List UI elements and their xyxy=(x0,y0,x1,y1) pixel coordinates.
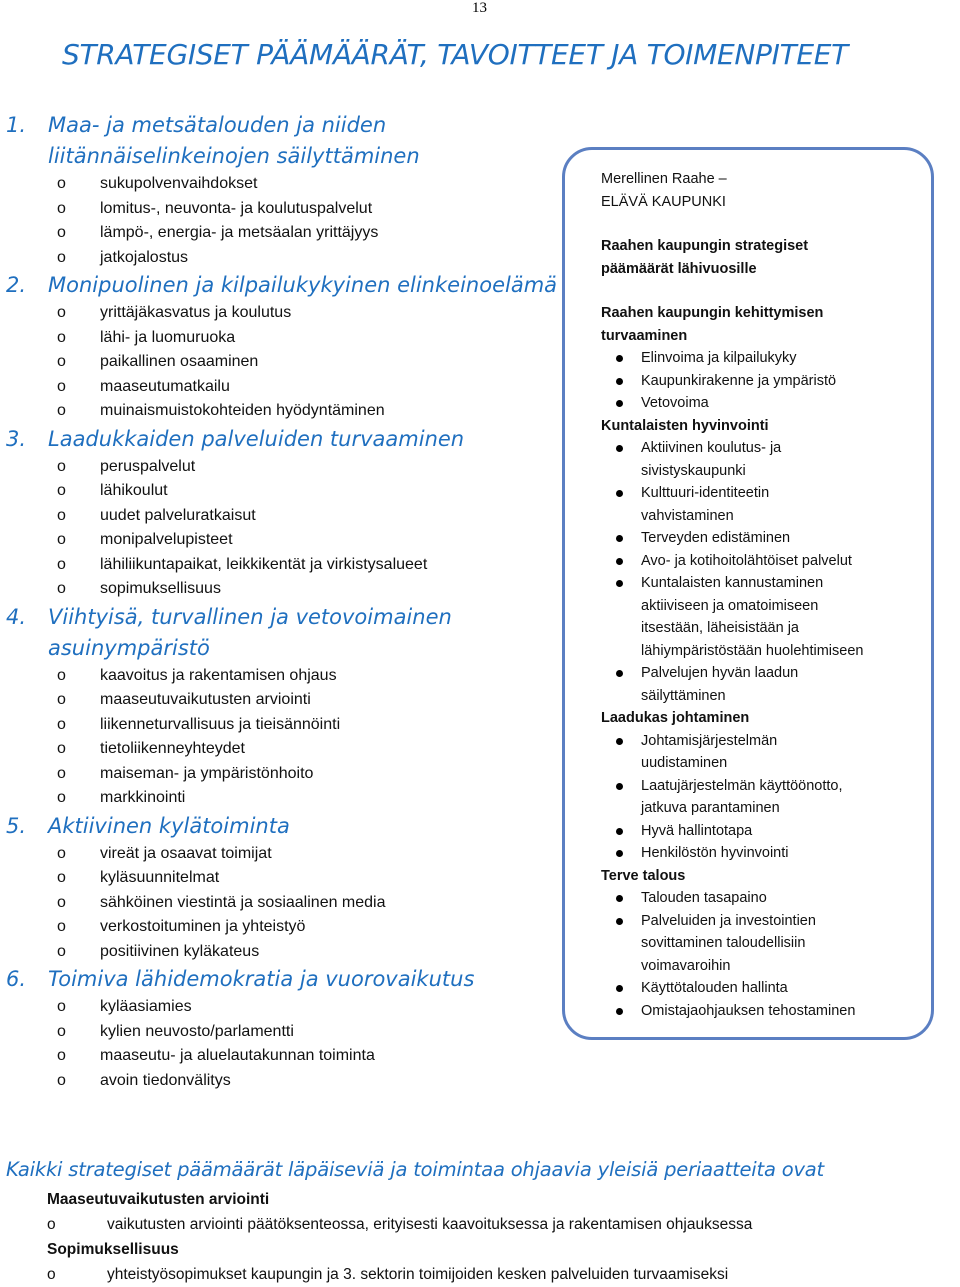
box-list-item-line: Kaupunkirakenne ja ympäristö xyxy=(641,372,837,389)
principle-item-text: yhteistyösopimukset kaupungin ja 3. sektorin toimijoiden kesken palveluiden turvaamiseksi xyxy=(107,1266,729,1283)
goal-heading xyxy=(6,110,561,172)
list-item xyxy=(57,246,561,271)
circle-bullet-icon: o xyxy=(57,666,66,684)
box-group xyxy=(601,302,921,415)
strategy-box-content xyxy=(601,168,921,1022)
box-list-item xyxy=(641,977,921,1000)
list-item-text: kyläasiamies xyxy=(100,998,192,1015)
list-item xyxy=(57,528,561,553)
circle-bullet-icon: o xyxy=(57,328,66,346)
list-item-text: sukupolvenvaihdokset xyxy=(100,175,258,192)
box-list-item xyxy=(641,572,921,662)
circle-bullet-icon: o xyxy=(57,844,66,862)
bullet-dot-icon xyxy=(616,670,623,677)
box-groups xyxy=(601,302,921,1022)
page-title: STRATEGISET PÄÄMÄÄRÄT, TAVOITTEET JA TOIMENPITEET xyxy=(62,38,848,71)
goal-section xyxy=(6,424,561,602)
box-list-item-line: sivistyskaupunki xyxy=(641,462,746,479)
bullet-dot-icon xyxy=(616,490,623,497)
goal-heading-text: Maa- ja metsätalouden ja niiden liitännäiselinkeinojen säilyttäminen xyxy=(48,113,420,168)
goal-section xyxy=(6,602,561,811)
list-item-text: muinaismuistokohteiden hyödyntäminen xyxy=(100,402,385,419)
list-item xyxy=(57,940,561,965)
list-item-text: lämpö-, energia- ja metsäalan yrittäjyys xyxy=(100,224,379,241)
bullet-dot-icon xyxy=(616,918,623,925)
bullet-dot-icon xyxy=(616,895,623,902)
goal-heading-text: Laadukkaiden palveluiden turvaaminen xyxy=(48,426,465,451)
box-group-heading: Laadukas johtaminen xyxy=(601,710,750,726)
goal-item-list xyxy=(6,664,561,811)
list-item xyxy=(57,301,561,326)
circle-bullet-icon: o xyxy=(57,1022,66,1040)
box-list-item-line: Omistajaohjauksen tehostaminen xyxy=(641,1002,856,1019)
bullet-dot-icon xyxy=(616,558,623,565)
list-item-text: monipalvelupisteet xyxy=(100,531,233,548)
list-item xyxy=(57,664,561,689)
bullet-dot-icon xyxy=(616,850,623,857)
circle-bullet-icon: o xyxy=(57,691,66,708)
box-group-heading: Terve talous xyxy=(601,867,686,884)
list-item-text: lähikoulut xyxy=(100,482,168,499)
box-list-item-line: Palveluiden ja investointien xyxy=(641,912,816,929)
box-list-item xyxy=(641,370,921,393)
box-list-item-line: Elinvoima ja kilpailukyky xyxy=(641,350,797,366)
list-item-text: vireät ja osaavat toimijat xyxy=(100,844,272,862)
goal-section xyxy=(6,270,561,424)
list-item xyxy=(57,504,561,529)
list-item xyxy=(57,577,561,602)
list-item-text: avoin tiedonvälitys xyxy=(100,1071,231,1089)
list-item xyxy=(57,688,561,713)
circle-bullet-icon: o xyxy=(57,353,66,370)
box-list-item xyxy=(641,347,921,370)
circle-bullet-icon: o xyxy=(57,482,66,499)
bullet-dot-icon xyxy=(616,580,623,587)
box-list-item-line: Kuntalaisten kannustaminen xyxy=(641,575,824,591)
list-item xyxy=(57,1069,561,1094)
list-item-text: sopimuksellisuus xyxy=(100,580,221,597)
box-title-line: ELÄVÄ KAUPUNKI xyxy=(601,193,726,210)
list-item xyxy=(57,995,561,1020)
box-list-item xyxy=(641,662,921,707)
bullet-dot-icon xyxy=(616,783,623,790)
goal-heading xyxy=(6,964,561,995)
principle-item xyxy=(47,1212,947,1237)
circle-bullet-icon: o xyxy=(57,869,66,886)
circle-bullet-icon: o xyxy=(57,506,66,524)
list-item-text: maaseutuvaikutusten arviointi xyxy=(100,691,311,708)
box-subtitle-line: Raahen kaupungin strategiset xyxy=(601,238,809,254)
circle-bullet-icon: o xyxy=(57,918,66,935)
bullet-dot-icon xyxy=(616,828,623,835)
goal-number: 2. xyxy=(6,273,27,297)
circle-bullet-icon: o xyxy=(57,893,66,911)
box-list-item xyxy=(641,820,921,843)
goal-item-list xyxy=(6,172,561,270)
box-list-item xyxy=(641,842,921,865)
list-item xyxy=(57,221,561,246)
box-group-heading: turvaaminen xyxy=(601,327,688,344)
circle-bullet-icon: o xyxy=(57,580,66,597)
box-list-item xyxy=(641,730,921,775)
box-group xyxy=(601,865,921,1023)
box-list-item-line: Talouden tasapaino xyxy=(641,890,767,906)
goals-list xyxy=(6,110,561,1093)
box-group xyxy=(601,707,921,865)
circle-bullet-icon: o xyxy=(57,555,66,573)
list-item xyxy=(57,915,561,940)
goal-number: 3. xyxy=(6,426,27,451)
goal-item-list xyxy=(6,995,561,1093)
goal-item-list xyxy=(6,842,561,965)
principle-item xyxy=(47,1262,947,1287)
goal-section xyxy=(6,964,561,1093)
box-group xyxy=(601,415,921,708)
box-list-item-line: Käyttötalouden hallinta xyxy=(641,980,788,996)
goal-heading xyxy=(6,270,561,301)
bullet-dot-icon xyxy=(616,985,623,992)
box-list-item-line: Avo- ja kotihoitolähtöiset palvelut xyxy=(641,552,852,569)
box-group-list xyxy=(601,347,921,415)
list-item xyxy=(57,786,561,811)
goal-heading-text: Viihtyisä, turvallinen ja vetovoimainen asuinympäristö xyxy=(48,604,452,660)
box-list-item-line: jatkuva parantaminen xyxy=(641,800,780,816)
box-list-item-line: Aktiivinen koulutus- ja xyxy=(641,440,782,456)
goal-section xyxy=(6,811,561,965)
box-list-item xyxy=(641,910,921,978)
list-item-text: tietoliikenneyhteydet xyxy=(100,740,245,757)
list-item xyxy=(57,326,561,351)
goal-heading xyxy=(6,602,561,664)
goal-item-list xyxy=(6,455,561,602)
principle-label: Maaseutuvaikutusten arviointi xyxy=(47,1191,270,1208)
principle-item-text: vaikutusten arviointi päätöksenteossa, erityisesti kaavoituksessa ja rakentamisen ohjauksessa xyxy=(107,1216,753,1233)
box-group-list xyxy=(601,730,921,865)
circle-bullet-icon: o xyxy=(57,224,66,241)
list-item-text: maaseutu- ja aluelautakunnan toiminta xyxy=(100,1047,375,1064)
list-item-text: verkostoituminen ja yhteistyö xyxy=(100,918,306,935)
box-list-item-line: lähiympäristöstään huolehtimiseen xyxy=(641,642,864,659)
list-item xyxy=(57,842,561,867)
list-item-text: kylien neuvosto/parlamentti xyxy=(100,1022,294,1040)
box-list-item xyxy=(641,1000,921,1023)
box-list-item-line: sovittaminen taloudellisiin xyxy=(641,935,806,951)
list-item-text: lomitus-, neuvonta- ja koulutuspalvelut xyxy=(100,199,373,217)
list-item xyxy=(57,713,561,738)
bullet-dot-icon xyxy=(616,355,623,362)
list-item-text: maiseman- ja ympäristönhoito xyxy=(100,764,314,782)
circle-bullet-icon: o xyxy=(57,764,66,782)
list-item-text: paikallinen osaaminen xyxy=(100,353,259,370)
list-item-text: lähiliikuntapaikat, leikkikentät ja virkistysalueet xyxy=(100,555,428,573)
list-item-text: kaavoitus ja rakentamisen ohjaus xyxy=(100,666,337,684)
list-item-text: yrittäjäkasvatus ja koulutus xyxy=(100,304,292,321)
circle-bullet-icon: o xyxy=(57,789,66,806)
list-item-text: jatkojalostus xyxy=(100,248,189,266)
box-list-item-line: aktiiviseen ja omatoimiseen xyxy=(641,597,819,614)
list-item-text: kyläsuunnitelmat xyxy=(100,869,220,886)
circle-bullet-icon: o xyxy=(57,942,66,960)
list-item xyxy=(57,762,561,787)
box-list-item xyxy=(641,437,921,482)
circle-bullet-icon: o xyxy=(57,998,66,1015)
box-list-item-line: säilyttäminen xyxy=(641,687,726,704)
goal-number: 5. xyxy=(6,813,27,838)
list-item xyxy=(57,891,561,916)
principle-label: Sopimuksellisuus xyxy=(47,1241,179,1258)
list-item-text: uudet palveluratkaisut xyxy=(100,506,256,524)
box-group-heading: Kuntalaisten hyvinvointi xyxy=(601,417,769,434)
box-list-item-line: Terveyden edistäminen xyxy=(641,530,791,546)
list-item xyxy=(57,866,561,891)
list-item xyxy=(57,197,561,222)
principles-heading: Kaikki strategiset päämäärät läpäiseviä ja toimintaa ohjaavia yleisiä periaatteita ovat xyxy=(6,1158,824,1181)
circle-bullet-icon: o xyxy=(47,1216,56,1233)
page-number: 13 xyxy=(472,0,487,16)
bullet-dot-icon xyxy=(616,738,623,745)
list-item xyxy=(57,737,561,762)
list-item xyxy=(57,455,561,480)
bullet-dot-icon xyxy=(616,1008,623,1015)
box-list-item xyxy=(641,392,921,415)
box-list-item-line: Laatujärjestelmän käyttöönotto, xyxy=(641,777,843,794)
box-list-item xyxy=(641,482,921,527)
circle-bullet-icon: o xyxy=(47,1266,56,1283)
list-item-text: peruspalvelut xyxy=(100,457,196,475)
goal-number: 4. xyxy=(6,604,27,629)
strategy-box xyxy=(562,147,934,1040)
box-list-item-line: Hyvä hallintotapa xyxy=(641,822,753,839)
bullet-dot-icon xyxy=(616,445,623,452)
bullet-dot-icon xyxy=(616,378,623,385)
box-title-line: Merellinen Raahe – xyxy=(601,171,727,187)
box-group-list xyxy=(601,887,921,1022)
goal-heading-text: Aktiivinen kylätoiminta xyxy=(48,813,290,838)
list-item xyxy=(57,479,561,504)
box-list-item xyxy=(641,775,921,820)
list-item xyxy=(57,1044,561,1069)
goal-heading-text: Toimiva lähidemokratia ja vuorovaikutus xyxy=(48,967,475,991)
box-list-item xyxy=(641,887,921,910)
box-list-item xyxy=(641,550,921,573)
box-list-item xyxy=(641,527,921,550)
goal-heading xyxy=(6,424,561,455)
goal-section xyxy=(6,110,561,270)
circle-bullet-icon: o xyxy=(57,377,66,395)
box-subtitle-line: päämäärät lähivuosille xyxy=(601,260,757,277)
goal-item-list xyxy=(6,301,561,424)
principles-list xyxy=(47,1187,947,1287)
circle-bullet-icon: o xyxy=(57,1047,66,1064)
list-item xyxy=(57,350,561,375)
list-item-text: lähi- ja luomuruoka xyxy=(100,328,236,346)
list-item-text: positiivinen kyläkateus xyxy=(100,942,260,960)
list-item xyxy=(57,375,561,400)
goal-heading xyxy=(6,811,561,842)
list-item xyxy=(57,553,561,578)
bullet-dot-icon xyxy=(616,400,623,407)
box-list-item-line: voimavaroihin xyxy=(641,957,731,974)
box-list-item-line: Palvelujen hyvän laadun xyxy=(641,665,799,681)
circle-bullet-icon: o xyxy=(57,248,66,266)
circle-bullet-icon: o xyxy=(57,715,66,733)
bullet-dot-icon xyxy=(616,535,623,542)
box-list-item-line: Henkilöstön hyvinvointi xyxy=(641,845,789,861)
goal-heading-text: Monipuolinen ja kilpailukykyinen elinkeinoelämä xyxy=(48,273,558,297)
box-list-item-line: Vetovoima xyxy=(641,395,709,411)
circle-bullet-icon: o xyxy=(57,1071,66,1089)
box-list-item-line: uudistaminen xyxy=(641,755,728,771)
list-item-text: sähköinen viestintä ja sosiaalinen media xyxy=(100,893,386,911)
circle-bullet-icon: o xyxy=(57,175,66,192)
list-item-text: liikenneturvallisuus ja tieisännöinti xyxy=(100,715,341,733)
box-group-heading: Raahen kaupungin kehittymisen xyxy=(601,305,824,321)
box-list-item-line: Kulttuuri-identiteetin xyxy=(641,485,770,501)
list-item xyxy=(57,172,561,197)
box-list-item-line: itsestään, läheisistään ja xyxy=(641,620,799,636)
circle-bullet-icon: o xyxy=(57,402,66,419)
box-group-list xyxy=(601,437,921,707)
list-item xyxy=(57,399,561,424)
circle-bullet-icon: o xyxy=(57,304,66,321)
goal-number: 6. xyxy=(6,967,27,991)
circle-bullet-icon: o xyxy=(57,199,66,217)
box-list-item-line: vahvistaminen xyxy=(641,507,734,524)
list-item-text: maaseutumatkailu xyxy=(100,377,230,395)
list-item xyxy=(57,1020,561,1045)
circle-bullet-icon: o xyxy=(57,457,66,475)
circle-bullet-icon: o xyxy=(57,740,66,757)
list-item-text: markkinointi xyxy=(100,789,186,806)
circle-bullet-icon: o xyxy=(57,531,66,548)
goal-number: 1. xyxy=(6,113,27,137)
box-list-item-line: Johtamisjärjestelmän xyxy=(641,732,778,749)
